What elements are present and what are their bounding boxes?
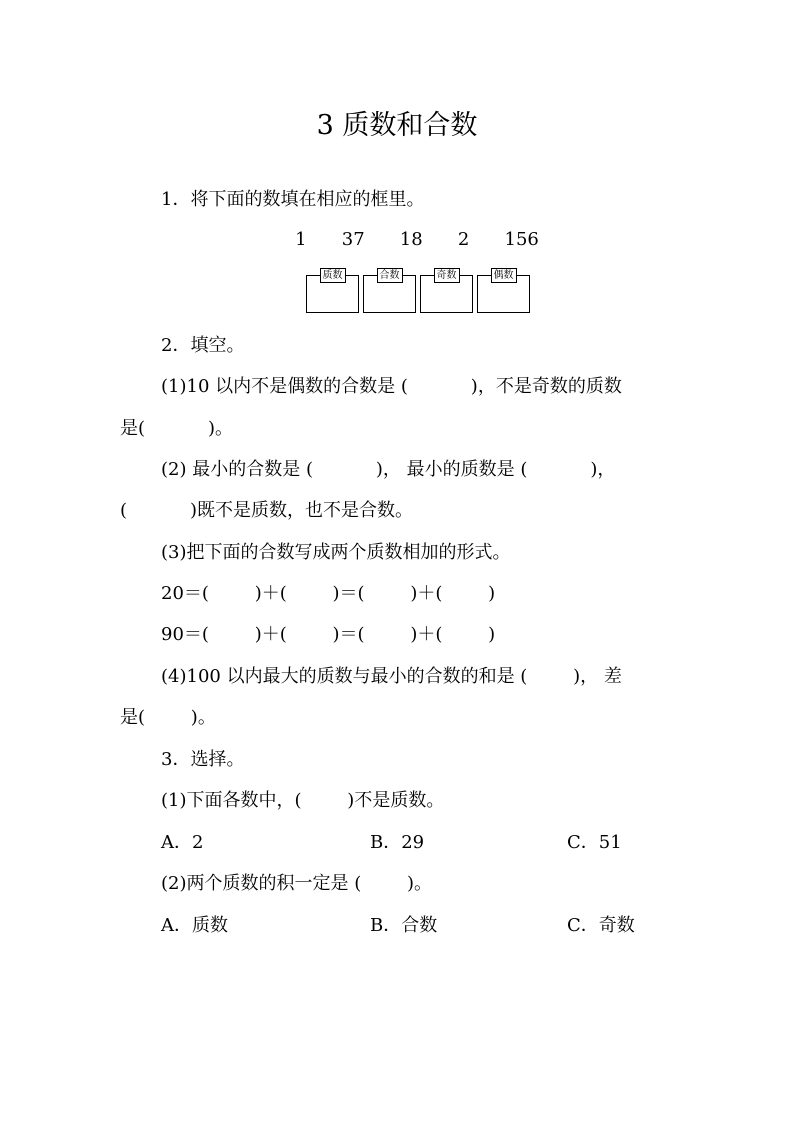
q2-part3-equation-20: 20＝( )＋( )＝( )＋( ) — [161, 583, 496, 604]
q3-part2-question: (2)两个质数的积一定是 ( )。 — [161, 873, 433, 894]
odd-box-label: 奇数 — [434, 268, 460, 283]
q1-number-list: 1 37 18 2 156 — [295, 229, 539, 250]
q2-part1-line1: (1)10 以内不是偶数的合数是 ( )，不是奇数的质数 — [161, 376, 622, 397]
page-title: 3 质数和合数 — [316, 110, 478, 141]
q3-part1-question: (1)下面各数中，( )不是质数。 — [161, 790, 445, 811]
q2-part4-line1: (4)100 以内最大的质数与最小的合数的和是 ( )， 差 — [161, 666, 622, 687]
even-box-label: 偶数 — [491, 268, 517, 283]
q3-prompt: 3．选择。 — [161, 749, 245, 770]
composite-box — [363, 270, 416, 313]
q2-part2-line1: (2) 最小的合数是 ( )， 最小的质数是 ( )， — [161, 459, 616, 480]
odd-box — [420, 270, 473, 313]
prime-box — [306, 270, 359, 313]
q2-part3-prompt: (3)把下面的合数写成两个质数相加的形式。 — [161, 542, 511, 563]
q3-part1-option-a: A．2 — [161, 832, 204, 853]
q3-part1-option-b: B．29 — [370, 832, 425, 853]
q2-part3-equation-90: 90＝( )＋( )＝( )＋( ) — [161, 624, 496, 645]
prime-box-label: 质数 — [320, 268, 346, 283]
q2-part4-line2: 是( )。 — [120, 707, 216, 728]
even-box — [477, 270, 530, 313]
q2-part2-line2: ( )既不是质数，也不是合数。 — [120, 500, 413, 521]
q2-prompt: 2．填空。 — [161, 335, 245, 356]
q3-part2-option-a: A．质数 — [161, 915, 228, 936]
q1-prompt: 1．将下面的数填在相应的框里。 — [161, 189, 425, 210]
q3-part1-option-c: C．51 — [567, 832, 622, 853]
q2-part1-line2: 是( )。 — [120, 418, 233, 439]
q3-part2-option-b: B．合数 — [370, 915, 438, 936]
composite-box-label: 合数 — [377, 268, 403, 283]
q3-part2-option-c: C．奇数 — [567, 915, 635, 936]
